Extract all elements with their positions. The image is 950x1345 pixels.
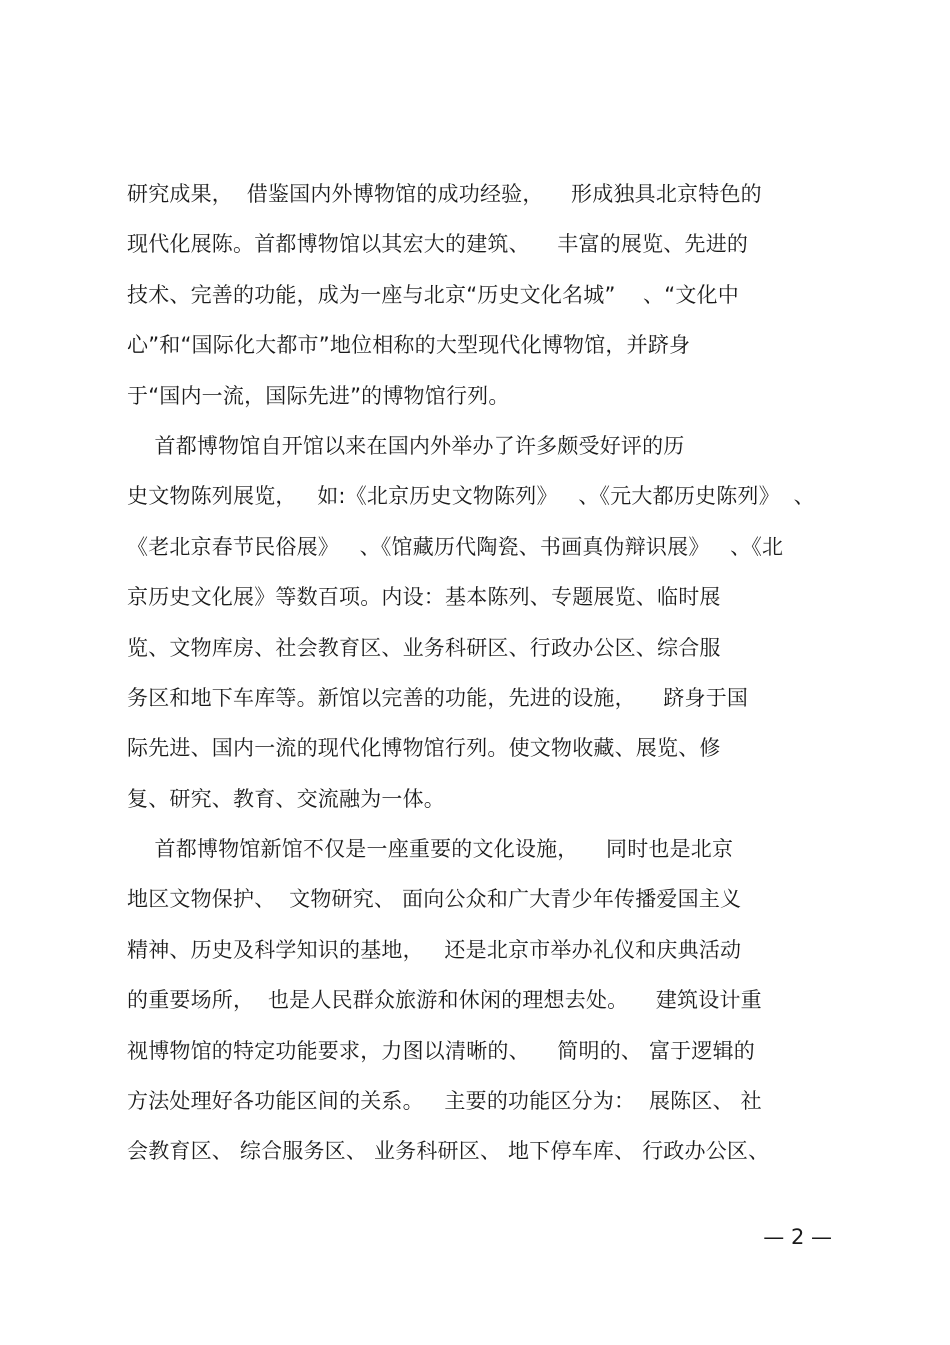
page-number: — 2 —: [763, 1225, 832, 1249]
text-line: 首都博物馆新馆不仅是一座重要的文化设施， 同时也是北京: [127, 837, 734, 862]
text-line: 精神、历史及科学知识的基地， 还是北京市举办礼仪和庆典活动: [127, 937, 742, 962]
text-line: 于“国内一流，国际先进”的博物馆行列。: [127, 383, 510, 408]
text-line: 现代化展陈。首都博物馆以其宏大的建筑、 丰富的展览、先进的: [127, 232, 749, 257]
text-line: 京历史文化展》等数百项。内设：基本陈列、专题展览、临时展: [127, 585, 721, 610]
text-line: 的重要场所， 也是人民群众旅游和休闲的理想去处。 建筑设计重: [127, 988, 762, 1013]
text-line: 际先进、国内一流的现代化博物馆行列。使文物收藏、展览、修: [127, 736, 721, 761]
text-line: 研究成果， 借鉴国内外博物馆的成功经验， 形成独具北京特色的: [127, 182, 762, 206]
text-line: 《老北京春节民俗展》 、《馆藏历代陶瓷、书画真伪辩识展》 、《北: [127, 534, 784, 559]
text-line: 务区和地下车库等。新馆以完善的功能，先进的设施， 跻身于国: [127, 685, 749, 710]
text-line: 视博物馆的特定功能要求，力图以清晰的、 简明的、 富于逻辑的: [127, 1038, 755, 1063]
text-line: 方法处理好各功能区间的关系。 主要的功能区分为： 展陈区、 社: [127, 1089, 762, 1114]
text-line: 史文物陈列展览， 如:《北京历史文物陈列》 、《元大都历史陈列》 、: [127, 484, 815, 509]
body-text: [127, 176, 847, 1184]
text-line: 会教育区、 综合服务区、 业务科研区、 地下停车库、 行政办公区、: [127, 1139, 770, 1164]
text-line: 心”和“国际化大都市”地位相称的大型现代化博物馆，并跻身: [127, 333, 691, 358]
text-line: 技术、完善的功能，成为一座与北京“历史文化名城” 、“文化中: [127, 282, 739, 307]
text-line: 地区文物保护、 文物研究、 面向公众和广大青少年传播爱国主义: [127, 887, 742, 912]
text-line: 复、研究、教育、交流融为一体。: [127, 786, 445, 811]
text-line: 览、文物库房、社会教育区、业务科研区、行政办公区、综合服: [127, 635, 721, 660]
text-line: 首都博物馆自开馆以来在国内外举办了许多颇受好评的历: [127, 433, 685, 458]
